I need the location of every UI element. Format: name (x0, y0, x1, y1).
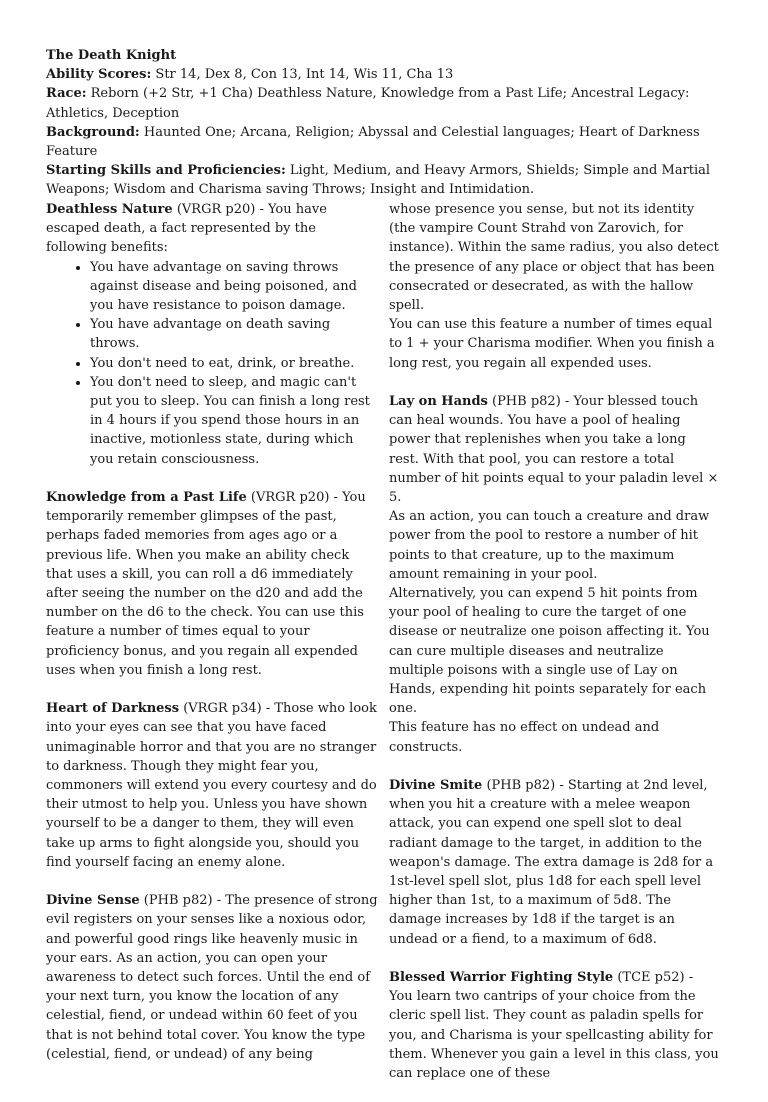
deathless-nature-intro: Deathless Nature (VRGR p20) - You have escaped death, a fact represented by the following benefits: (46, 202, 327, 256)
lay-on-hands-section (389, 392, 719, 757)
lay-on-hands-text: Lay on Hands (PHB p82) - Your blessed touch can heal wounds. You have a pool of healing power that replenishes when you take a long rest. With that pool, you can restore a total number of hit points equal to your paladin level × 5. (389, 394, 719, 506)
list-item: • You have advantage on saving throws against disease and being poisoned, and you have resistance to poison damage. (90, 258, 378, 316)
list-item: • You don't need to eat, drink, or breathe. (90, 354, 378, 373)
lay-on-hands-limit-text: This feature has no effect on undead and constructs. (389, 720, 660, 755)
divine-sense-continued-text: whose presence you sense, but not its identity (the vampire Count Strahd von Zarovich, for instance). Within the same radius, you also detect the presence of any place or object that has been consecrated or desecrated, as with the hallow spell. (389, 202, 719, 314)
divine-smite-text: Divine Smite (PHB p82) - Starting at 2nd level, when you hit a creature with a melee weapon attack, you can expend one spell slot to deal radiant damage to the target, in addition to the weapon's damage. The extra damage is 2d8 for a 1st-level spell slot, plus 1d8 for each spell level higher than 1st, to a maximum of 5d8. The damage increases by 1d8 if the target is an undead or a fiend, to a maximum of 6d8. (389, 778, 714, 947)
knowledge-past-life-text: Knowledge from a Past Life (VRGR p20) - You temporarily remember glimpses of the past, perhaps faded memories from ages ago or a previous life. When you make an ability check that uses a skill, you can roll a d6 immediately after seeing the number on the d20 and add the number on the d6 to the check. You can use this feature a number of times equal to your proficiency bonus, and you regain all expended uses when you finish a long rest. (46, 490, 366, 678)
knowledge-past-life-section (46, 488, 378, 680)
race-line: Race: Reborn (+2 Str, +1 Cha) Deathless Nature, Knowledge from a Past Life; Ancestral Legacy: Athletics, Deception (46, 86, 690, 121)
background-line: Background: Haunted One; Arcana, Religion; Abyssal and Celestial languages; Heart of Darkness Feature (46, 124, 700, 160)
lay-on-hands-action-text: As an action, you can touch a creature and draw power from the pool to restore a number of hit points to that creature, up to the maximum amount remaining in your pool. (389, 509, 710, 582)
divine-sense-uses-text: You can use this feature a number of times equal to 1 + your Charisma modifier. When you finish a long rest, you regain all expended uses. (389, 317, 715, 371)
divine-sense-text: Divine Sense (PHB p82) - The presence of strong evil registers on your senses like a noxious odor, and powerful good rings like heavenly music in your ears. As an action, you can open your awareness to detect such forces. Until the end of your next turn, you know the location of any celestial, fiend, or undead within 60 feet of you that is not behind total cover. You know the type (celestial, fiend, or undead) of any being (46, 893, 378, 1062)
divine-sense-section (46, 891, 378, 1064)
divine-smite-section (389, 776, 719, 949)
lay-on-hands-cure-text: Alternatively, you can expend 5 hit points from your pool of healing to cure the target of one disease or neutralize one poison affecting it. You can cure multiple diseases and neutralize multiple poisons with a single use of Lay on Hands, expending hit points separately for each one. (389, 586, 710, 717)
heart-of-darkness-section (46, 699, 378, 872)
left-column (46, 200, 378, 1083)
blessed-warrior-text: Blessed Warrior Fighting Style (TCE p52) - You learn two cantrips of your choice from the cleric spell list. They count as paladin spells for you, and Charisma is your spellcasting ability for them. Whenever you gain a level in this class, you can replace one of these (389, 970, 719, 1082)
character-header (46, 46, 736, 200)
list-item: • You have advantage on death saving throws. (90, 315, 378, 353)
deathless-nature-section (46, 200, 378, 469)
ability-scores-line: Ability Scores: Str 14, Dex 8, Con 13, Int 14, Wis 11, Cha 13 (46, 67, 454, 83)
skills-line: Starting Skills and Proficiencies: Light, Medium, and Heavy Armors, Shields; Simple and Martial Weapons; Wisdom and Charisma saving Throws; Insight and Intimidation. (46, 163, 711, 198)
deathless-nature-list (46, 258, 378, 469)
document-title: The Death Knight (46, 48, 177, 63)
blessed-warrior-section (389, 968, 719, 1083)
heart-of-darkness-text: Heart of Darkness (VRGR p34) - Those who look into your eyes can see that you have faced unimaginable horror and that you are no stranger to darkness. Though they might fear you, commoners will extend you every courtesy and do their utmost to help you. Unless you have shown yourself to be a danger to them, they will even take up arms to fight alongside you, should you find yourself facing an enemy alone. (46, 701, 377, 870)
right-column (389, 200, 719, 1102)
list-item: • You don't need to sleep, and magic can't put you to sleep. You can finish a long rest in 4 hours if you spend those hours in an inactive, motionless state, during which you retain consciousness. (90, 373, 378, 469)
divine-sense-continued-section (389, 200, 719, 373)
